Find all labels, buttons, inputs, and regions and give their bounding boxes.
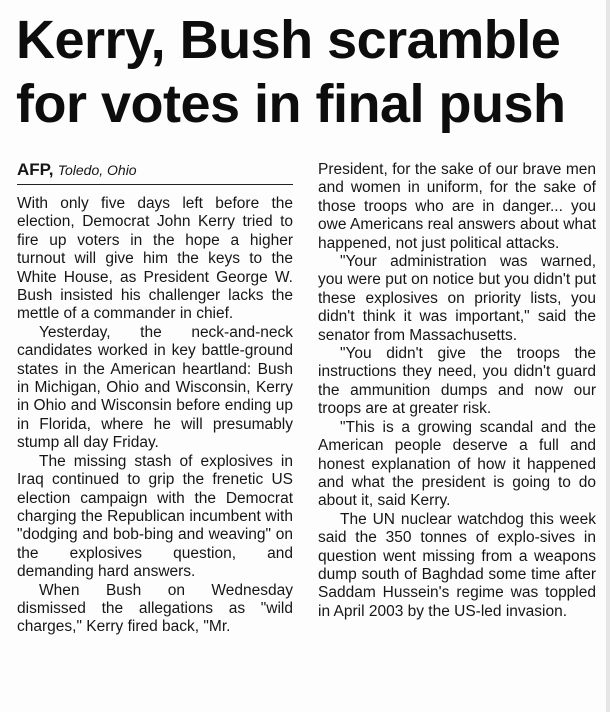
paragraph: The UN nuclear watchdog this week said the 350 tonnes of explo-sives in question went missing from a weapons dump south of Baghdad some time after Saddam Hussein's regime was toppled in April 2003 by the US-led invasion. xyxy=(318,510,596,620)
page-edge-shadow xyxy=(606,0,610,712)
paragraph: "Your administration was warned, you were put on notice but you didn't put these explosives on priority lists, you didn't think it was important," said the senator from Massachusetts. xyxy=(318,253,596,344)
byline-agency: AFP, xyxy=(17,160,54,179)
paragraph: With only five days left before the election, Democrat John Kerry tried to fire up voters in the hope a higher turnout will give him the keys to the White House, as President George W. Bush insisted his challenger lacks the mettle of a commander in chief. xyxy=(17,195,293,323)
paragraph: Yesterday, the neck-and-neck candidates worked in key battle-ground states in the American heartland: Bush in Michigan, Ohio and Wisconsin, Kerry in Ohio and Wisconsin before ending up in Florida, where he will presumably stump all day Friday. xyxy=(17,323,293,452)
paragraph: "You didn't give the troops the instructions they need, you didn't guard the ammunition dumps and now our troops are at greater risk. xyxy=(318,345,596,418)
paragraph: The missing stash of explosives in Iraq continued to grip the frenetic US election campaign with the Democrat charging the Republican incumbent with "dodging and bob-bing and weaving" on the explosives question, and demanding hard answers. xyxy=(17,452,293,581)
headline xyxy=(16,8,600,136)
paragraph: "This is a growing scandal and the American people deserve a full and honest explanation of how it happened and what the president is going to do about it, said Kerry. xyxy=(318,418,596,510)
paragraph: When Bush on Wednesday dismissed the allegations as "wild charges," Kerry fired back, "Mr. xyxy=(17,581,293,636)
headline-line-1: Kerry, Bush scramble xyxy=(16,10,561,70)
article-column-right xyxy=(318,161,596,621)
headline-line-2: for votes in final push xyxy=(16,74,566,134)
article-column-left xyxy=(17,160,293,637)
byline xyxy=(17,160,293,185)
byline-place: Toledo, Ohio xyxy=(57,162,137,178)
paragraph: President, for the sake of our brave men and women in uniform, for the sake of those troops who are in danger... you owe Americans real answers about what happened, not just political attacks. xyxy=(318,161,596,252)
